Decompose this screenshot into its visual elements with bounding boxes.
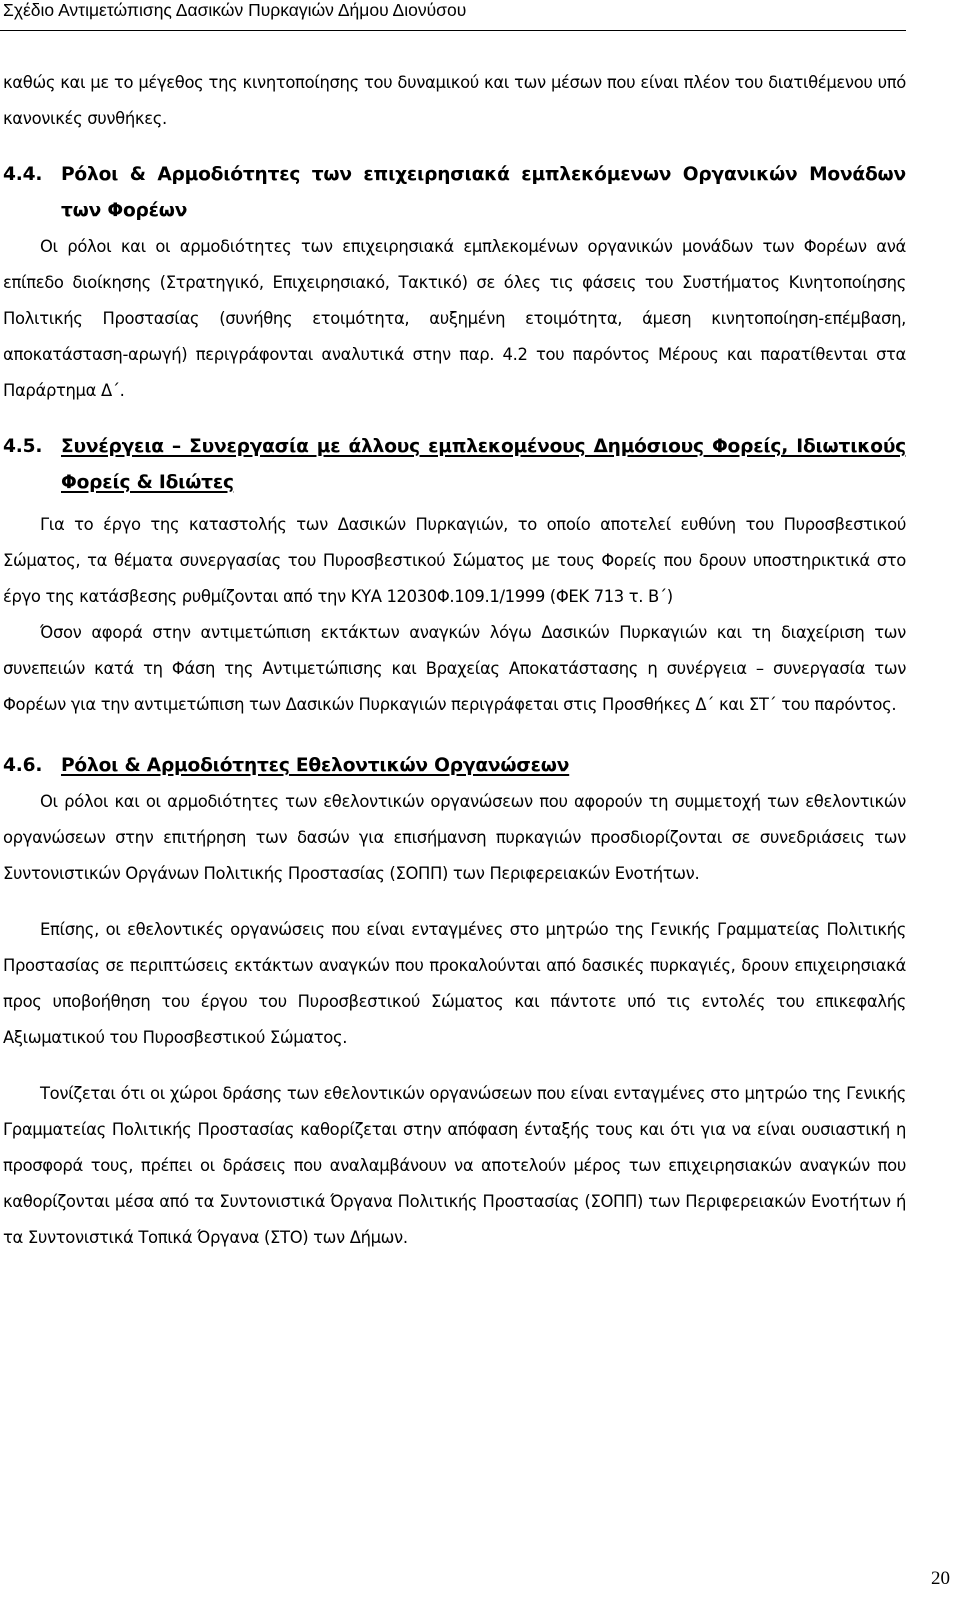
section-4-6-paragraph-2: Επίσης, οι εθελοντικές οργανώσεις που είναι ενταγμένες στο μητρώο της Γενικής Γραμματείας Πολιτικής Προστασίας σε περιπτώσεις εκτάκτων αναγκών που προκαλούνται από δασικές πυρκαγιές, δρουν επιχειρησιακά προς υποβοήθηση του έργου του Πυροσβεστικού Σώματος και πάντοτε υπό τις εντολές του επικεφαλής Αξιωματικού του Πυροσβεστικού Σώματος. bbox=[3, 920, 906, 1047]
section-4-5-paragraph-1: Για το έργο της καταστολής των Δασικών Πυρκαγιών, το οποίο αποτελεί ευθύνη του Πυροσβεστικού Σώματος, τα θέματα συνεργασίας του Πυροσβεστικού Σώματος με τους Φορείς που δρουν υποστηρικτικά στο έργο της κατάσβεσης ρυθμίζονται από την ΚΥΑ 12030Φ.109.1/1999 (ΦΕΚ 713 τ. Β΄) bbox=[3, 515, 906, 606]
section-4-4-paragraph: Οι ρόλοι και οι αρμοδιότητες των επιχειρησιακά εμπλεκομένων οργανικών μονάδων των Φορέων ανά επίπεδο διοίκησης (Στρατηγικό, Επιχειρησιακό, Τακτικό) σε όλες τις φάσεις του Συστήματος Κινητοποίησης Πολιτικής Προστασίας (συνήθης ετοιμότητα, αυξημένη ετοιμότητα, άμεση κινητοποίηση-επέμβαση, αποκατάσταση-αρωγή) περιγράφονται αναλυτικά στην παρ. 4.2 του παρόντος Μέρους και παρατίθενται στα Παράρτημα Δ΄. bbox=[3, 237, 906, 400]
document-body bbox=[3, 65, 906, 1256]
section-number: 4.4. bbox=[3, 164, 43, 185]
page-header bbox=[0, 0, 906, 31]
section-4-6-paragraph-1: Οι ρόλοι και οι αρμοδιότητες των εθελοντικών οργανώσεων που αφορούν τη συμμετοχή των εθελοντικών οργανώσεων στην επιτήρηση των δασών για επισήμανση πυρκαγιών προσδιορίζονται σε συνεδριάσεις των Συντονιστικών Οργάνων Πολιτικής Προστασίας (ΣΟΠΠ) των Περιφερειακών Ενοτήτων. bbox=[3, 792, 906, 883]
document-title: Σχέδιο Αντιμετώπισης Δασικών Πυρκαγιών Δήμου Διονύσου bbox=[3, 0, 467, 20]
section-4-4-heading bbox=[3, 157, 906, 229]
section-4-6-heading bbox=[3, 748, 906, 784]
section-4-5-heading bbox=[3, 429, 906, 501]
section-4-6-paragraph-3: Τονίζεται ότι οι χώροι δράσης των εθελοντικών οργανώσεων που είναι ενταγμένες στο μητρώο της Γενικής Γραμματείας Πολιτικής Προστασίας καθορίζεται στην απόφαση ένταξής τους και ότι για να είναι ουσιαστική η προσφορά τους, πρέπει οι δράσεις που αναλαμβάνουν να αποτελούν μέρος των επιχειρησιακών αναγκών που καθορίζονται μέσα από τα Συντονιστικά Όργανα Πολιτικής Προστασίας (ΣΟΠΠ) των Περιφερειακών Ενοτήτων ή τα Συντονιστικά Τοπικά Όργανα (ΣΤΟ) των Δήμων. bbox=[3, 1084, 906, 1247]
page-number: 20 bbox=[931, 1568, 950, 1589]
section-title: Ρόλοι & Αρμοδιότητες Εθελοντικών Οργανώσεων bbox=[61, 755, 570, 776]
section-title: Ρόλοι & Αρμοδιότητες των επιχειρησιακά εμπλεκόμενων Οργανικών Μονάδων των Φορέων bbox=[61, 164, 906, 221]
intro-paragraph: καθώς και με το μέγεθος της κινητοποίησης του δυναμικού και των μέσων που είναι πλέον του διατιθέμενου υπό κανονικές συνθήκες. bbox=[3, 73, 906, 128]
section-number: 4.5. bbox=[3, 436, 43, 457]
section-number: 4.6. bbox=[3, 755, 43, 776]
section-4-5-paragraph-2: Όσον αφορά στην αντιμετώπιση εκτάκτων αναγκών λόγω Δασικών Πυρκαγιών και τη διαχείριση των συνεπειών κατά τη Φάση της Αντιμετώπισης και Βραχείας Αποκατάστασης η συνέργεια – συνεργασία των Φορέων για την αντιμετώπιση των Δασικών Πυρκαγιών περιγράφεται στις Προσθήκες Δ΄ και ΣΤ΄ του παρόντος. bbox=[3, 623, 906, 714]
section-title: Συνέργεια – Συνεργασία με άλλους εμπλεκομένους Δημόσιους Φορείς, Ιδιωτικούς Φορείς & Ιδιώτες bbox=[61, 436, 906, 493]
